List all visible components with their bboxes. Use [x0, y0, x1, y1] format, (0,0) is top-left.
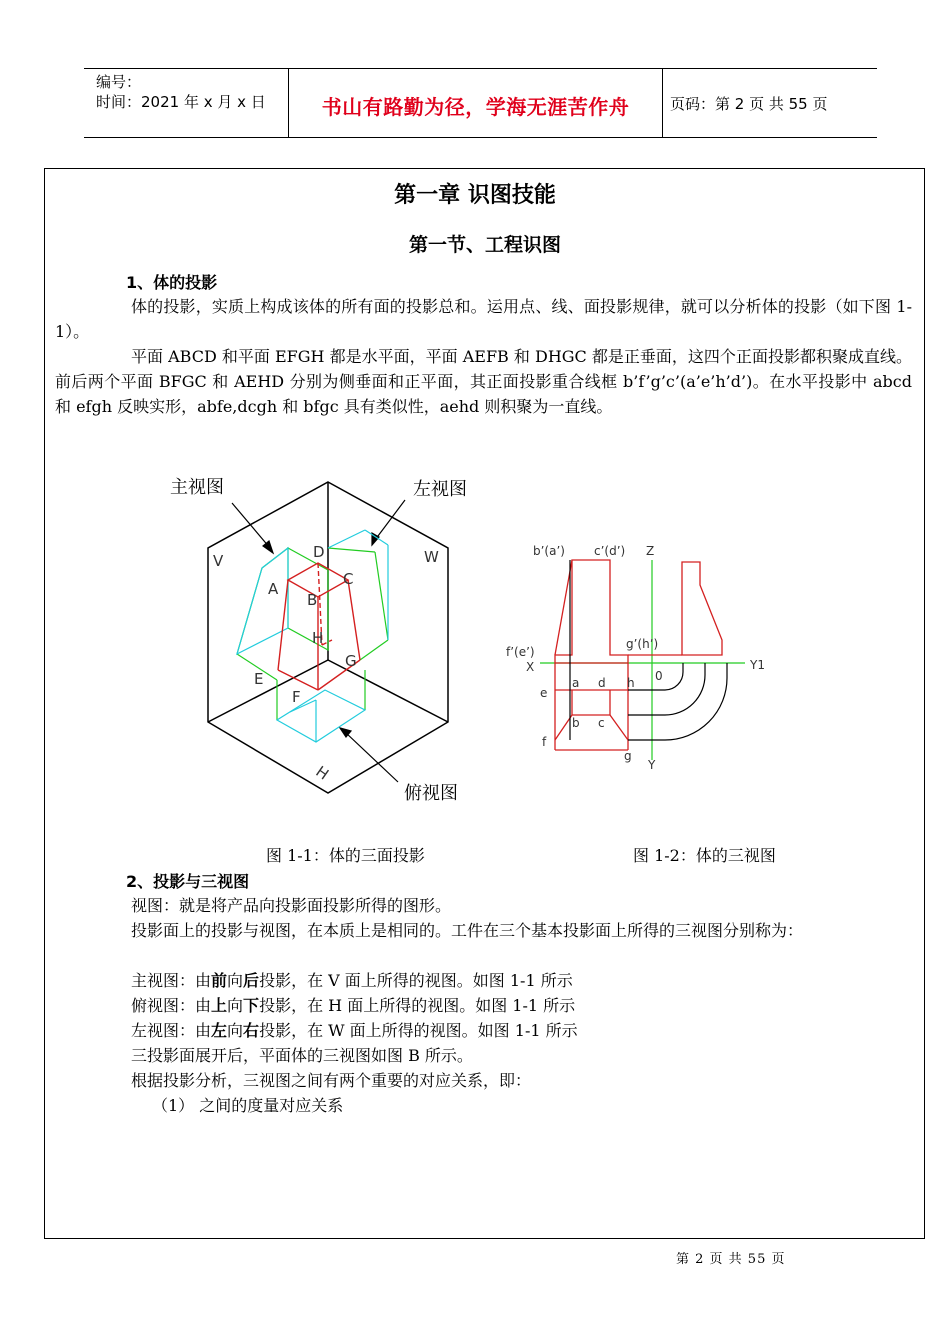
red-edge: [610, 715, 628, 740]
label-0: 0: [655, 669, 663, 683]
side-view-shape: [682, 562, 722, 655]
label-bb: b: [572, 716, 580, 730]
point-label: E: [254, 670, 264, 688]
leader-left: [375, 500, 405, 540]
leader-front: [232, 503, 270, 548]
header-meta-cell: [84, 69, 288, 137]
label-e: e: [540, 686, 548, 700]
label-ff: f: [542, 735, 547, 749]
figure-1-diagram: [150, 460, 510, 805]
cube-edge: [208, 660, 328, 722]
header-table: [84, 68, 877, 138]
plane-w-label: W: [424, 548, 439, 566]
figure-2-caption: 图 1-2：体的三视图: [633, 846, 776, 865]
front-view-shape: [555, 560, 628, 663]
label-y1: Y1: [750, 658, 765, 672]
motto: 书山有路勤为径，学海无涯苦作舟: [321, 95, 630, 119]
line-front-view: 主视图：由前向后投影，在 V 面上所得的视图。如图 1-1 所示: [131, 971, 573, 990]
label-a: a: [572, 676, 580, 690]
figure-1-caption: 图 1-1：体的三面投影: [266, 846, 425, 865]
figure-2-diagram: [500, 535, 780, 775]
point-label: F: [292, 688, 301, 706]
side-projection: [237, 548, 288, 654]
label-g: g: [624, 749, 632, 763]
top-face: [288, 563, 348, 597]
edge-hidden: [322, 640, 332, 645]
point-label: B: [307, 591, 318, 609]
green-edge: [360, 640, 388, 660]
header-motto-cell: [288, 69, 663, 137]
arc-outer: [665, 663, 727, 740]
green-edge: [328, 548, 375, 552]
line-view-definition: 视图：就是将产品向投影面投影所得的图形。: [131, 896, 452, 915]
line-item-1: （1） 之间的度量对应关系: [152, 1096, 344, 1115]
subheading-2: 2、投影与三视图: [126, 872, 250, 891]
point-label: A: [268, 580, 279, 598]
label-f: f’(e’): [506, 645, 535, 659]
chapter-title: 第一章 识图技能: [394, 183, 556, 208]
point-label: G: [345, 652, 357, 670]
green-edge: [375, 552, 388, 640]
label-y: Y: [648, 758, 656, 772]
label-gh: g’(h’): [626, 637, 659, 651]
label-cc: c: [598, 716, 605, 730]
section-title: 第一节、工程识图: [408, 234, 561, 256]
plane-h-label: H: [312, 762, 333, 784]
arrowhead-front: [263, 541, 273, 553]
paragraph-2: 平面 ABCD 和平面 EFGH 都是水平面，平面 AEFB 和 DHGC 都是正垂面，这四个正面投影都积聚成直线。前后两个平面 BFGC 和 AEHD 分别为侧垂面和正平面，其正面投影重合线框 b’f’g’c’(a’e’h’d’)。在水平投影中 abcd 和 efgh 反映实形，abfe,dcgh 和 bfgc 具有类似性，aehd 则积聚为一直线。: [55, 347, 912, 416]
label-d: d: [598, 676, 606, 690]
plane-v-label: V: [213, 552, 224, 570]
left-view-label: 左视图: [413, 479, 467, 500]
front-view-label: 主视图: [170, 477, 224, 498]
line-top-view: 俯视图：由上向下投影，在 H 面上所得的视图。如图 1-1 所示: [131, 996, 576, 1015]
label-z: Z: [646, 544, 655, 558]
label-h: h: [627, 676, 635, 690]
h-projection: [277, 690, 365, 742]
label-b: b’(a’): [533, 544, 565, 558]
point-label: C: [343, 570, 354, 588]
arc-inner: [665, 663, 683, 690]
line-unfold: 三投影面展开后，平面体的三视图如图 B 所示。: [131, 1046, 473, 1065]
page-info: 页码：第 2 页 共 55 页: [670, 95, 828, 113]
edge-AE: [278, 580, 288, 670]
point-label: D: [313, 543, 325, 561]
line-left-view: 左视图：由左向右投影，在 W 面上所得的视图。如图 1-1 所示: [131, 1021, 578, 1040]
cyan-edge: [365, 530, 388, 545]
number-label: 编号：: [96, 73, 142, 91]
edge-EF: [278, 670, 318, 690]
page-footer: 第 2 页 共 55 页: [676, 1252, 786, 1267]
label-c: c’(d’): [594, 544, 626, 558]
header-page-cell: [662, 69, 877, 137]
paragraph-1: 体的投影，实质上构成该体的所有面的投影总和。运用点、线、面投影规律，就可以分析体的投影（如下图 1-1）。: [55, 297, 912, 341]
line-relations: 根据投影分析，三视图之间有两个重要的对应关系，即：: [131, 1071, 532, 1090]
line-projection-views: 投影面上的投影与视图，在本质上是相同的。工件在三个基本投影面上所得的三视图分别称为：: [131, 921, 804, 940]
edge-CG: [348, 580, 360, 660]
subheading-1: 1、体的投影: [126, 273, 218, 292]
top-view-label: 俯视图: [404, 783, 458, 804]
cyan-edge: [328, 530, 365, 548]
label-x: X: [526, 660, 535, 674]
point-label: H: [312, 629, 324, 647]
time-label: 时间：2021 年 x 月 x 日: [96, 93, 266, 111]
